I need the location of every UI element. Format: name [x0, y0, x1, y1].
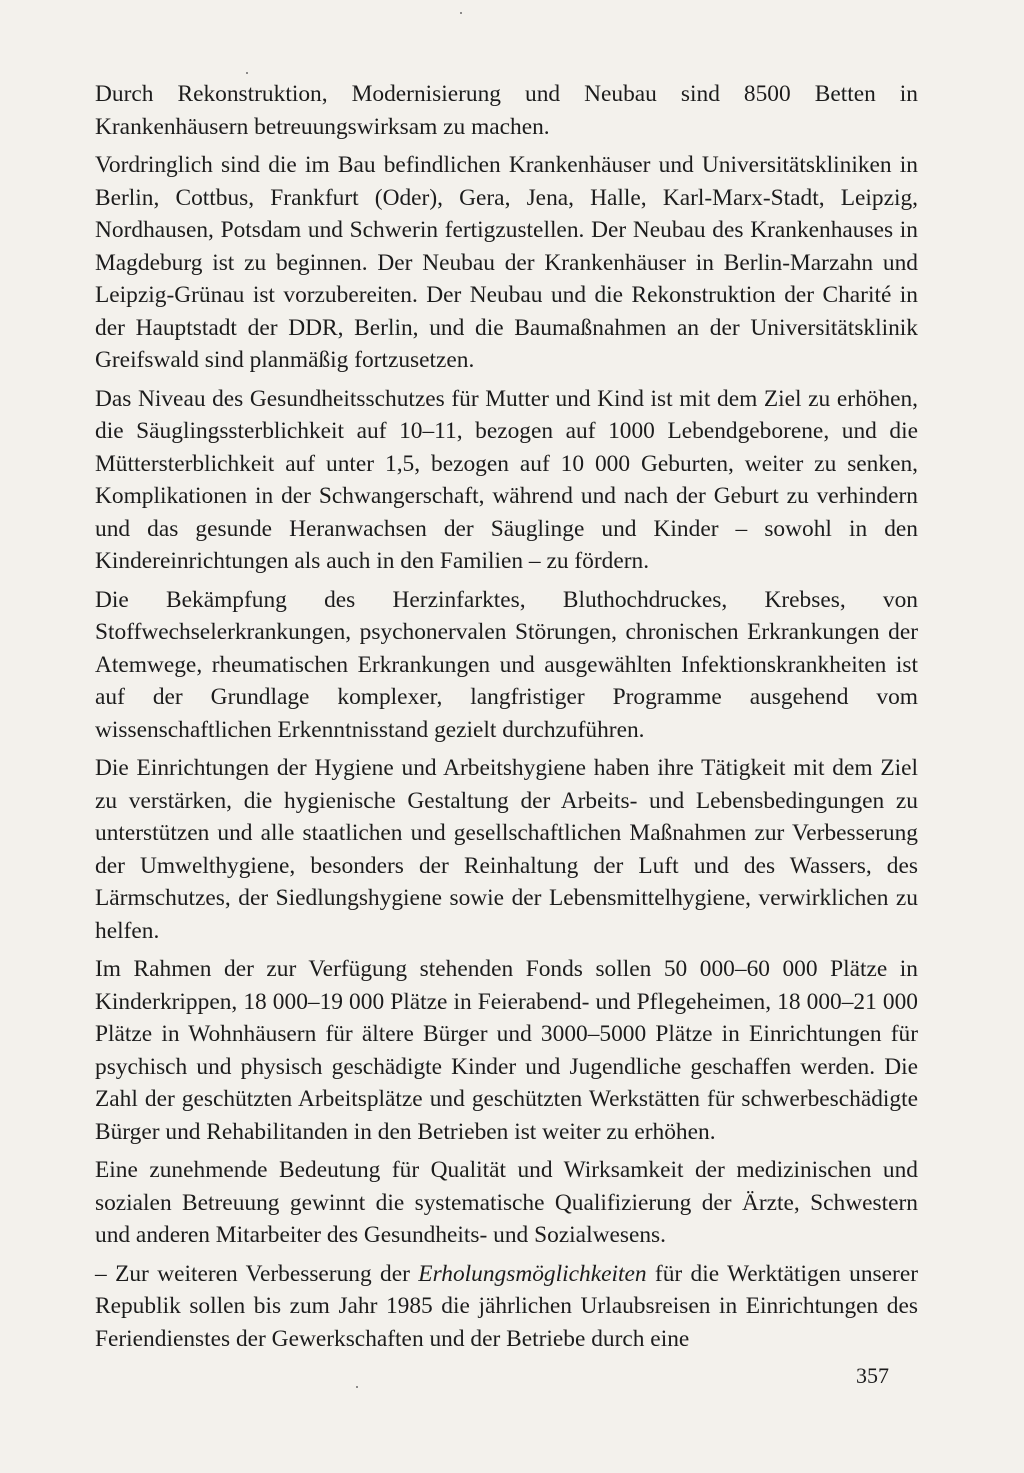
document-body [95, 78, 918, 1361]
paragraph-mother-child: Das Niveau des Gesundheitsschutzes für Mutter und Kind ist mit dem Ziel zu erhöhen, die Säuglingssterblichkeit auf 10–11, bezogen auf 1000 Lebendgeborene, und die Müttersterblichkeit auf unter 1,5, bezogen auf 10 000 Geburten, weiter zu senken, Komplikationen in der Schwangerschaft, während und nach der Geburt zu verhindern und das gesunde Heranwachsen der Säuglinge und Kinder – sowohl in den Kindereinrichtungen als auch in den Familien – zu fördern. [95, 385, 918, 574]
paragraph-hospitals: Vordringlich sind die im Bau befindlichen Krankenhäuser und Universitätskliniken in Berlin, Cottbus, Frankfurt (Oder), Gera, Jena, Halle, Karl-Marx-Stadt, Leipzig, Nordhausen, Potsdam und Schwerin fertigzustellen. Der Neubau des Krankenhauses in Magdeburg ist zu beginnen. Der Neubau der Krankenhäuser in Berlin-Marzahn und Leipzig-Grünau ist vorzubereiten. Der Neubau und die Rekonstruktion der Charité in der Hauptstadt der DDR, Berlin, und die Baumaßnahmen an der Universitätsklinik Greifswald sind planmäßig fortzusetzen. [95, 152, 918, 373]
recreation-rest: für die Werktätigen unserer Republik sollen bis zum Jahr 1985 die jährlichen Urlaubsreisen in Einrichtungen des Feriendienstes der Gewerkschaften und der Betriebe durch eine [95, 1260, 919, 1352]
paragraph-hygiene: Die Einrichtungen der Hygiene und Arbeitshygiene haben ihre Tätigkeit mit dem Ziel zu verstärken, die hygienische Gestaltung der Arbeits- und Lebensbedingungen zu unterstützen und alle staatlichen und gesellschaftlichen Maßnahmen zur Verbesserung der Umwelthygiene, besonders der Reinhaltung der Luft und des Wassers, des Lärmschutzes, der Siedlungshygiene sowie der Lebensmittelhygiene, verwirklichen zu helfen. [95, 755, 918, 944]
paragraph-care-places: Im Rahmen der zur Verfügung stehenden Fonds sollen 50 000–60 000 Plätze in Kinderkrippen, 18 000–19 000 Plätze in Feierabend- und Pflegeheimen, 18 000–21 000 Plätze in Wohnhäusern für ältere Bürger und 3000–5000 Plätze in Einrichtungen für psychisch und physisch geschädigte Kinder und Jugendliche geschaffen werden. Die Zahl der geschützten Arbeitsplätze und geschützten Werkstätten für schwerbeschädigte Bürger und Rehabilitanden in den Betrieben ist weiter zu erhöhen. [95, 956, 918, 1145]
recreation-emphasis: Erholungsmöglichkeiten [418, 1260, 647, 1287]
scan-speck [246, 72, 248, 74]
paragraph-recreation [95, 1258, 918, 1356]
scan-speck [460, 12, 462, 14]
paragraph-qualification: Eine zunehmende Bedeutung für Qualität und Wirksamkeit der medizinischen und sozialen Betreuung gewinnt die systematische Qualifizierung der Ärzte, Schwestern und anderen Mitarbeiter des Gesundheits- und Sozialwesens. [95, 1157, 918, 1248]
paragraph-beds: Durch Rekonstruktion, Modernisierung und Neubau sind 8500 Betten in Krankenhäusern betreuungswirksam zu machen. [95, 81, 918, 140]
scan-speck [356, 1386, 358, 1388]
paragraph-disease-control: Die Bekämpfung des Herzinfarktes, Bluthochdruckes, Krebses, von Stoffwechselerkrankungen, psychonervalen Störungen, chronischen Erkrankungen der Atemwege, rheumatischen Erkrankungen und ausgewählten Infektionskrankheiten ist auf der Grundlage komplexer, langfristiger Programme ausgehend vom wissenschaftlichen Erkenntnisstand gezielt durchzuführen. [95, 586, 918, 743]
page-number: 357 [856, 1363, 889, 1388]
recreation-lead: – Zur weiteren Verbesserung der [95, 1260, 419, 1287]
